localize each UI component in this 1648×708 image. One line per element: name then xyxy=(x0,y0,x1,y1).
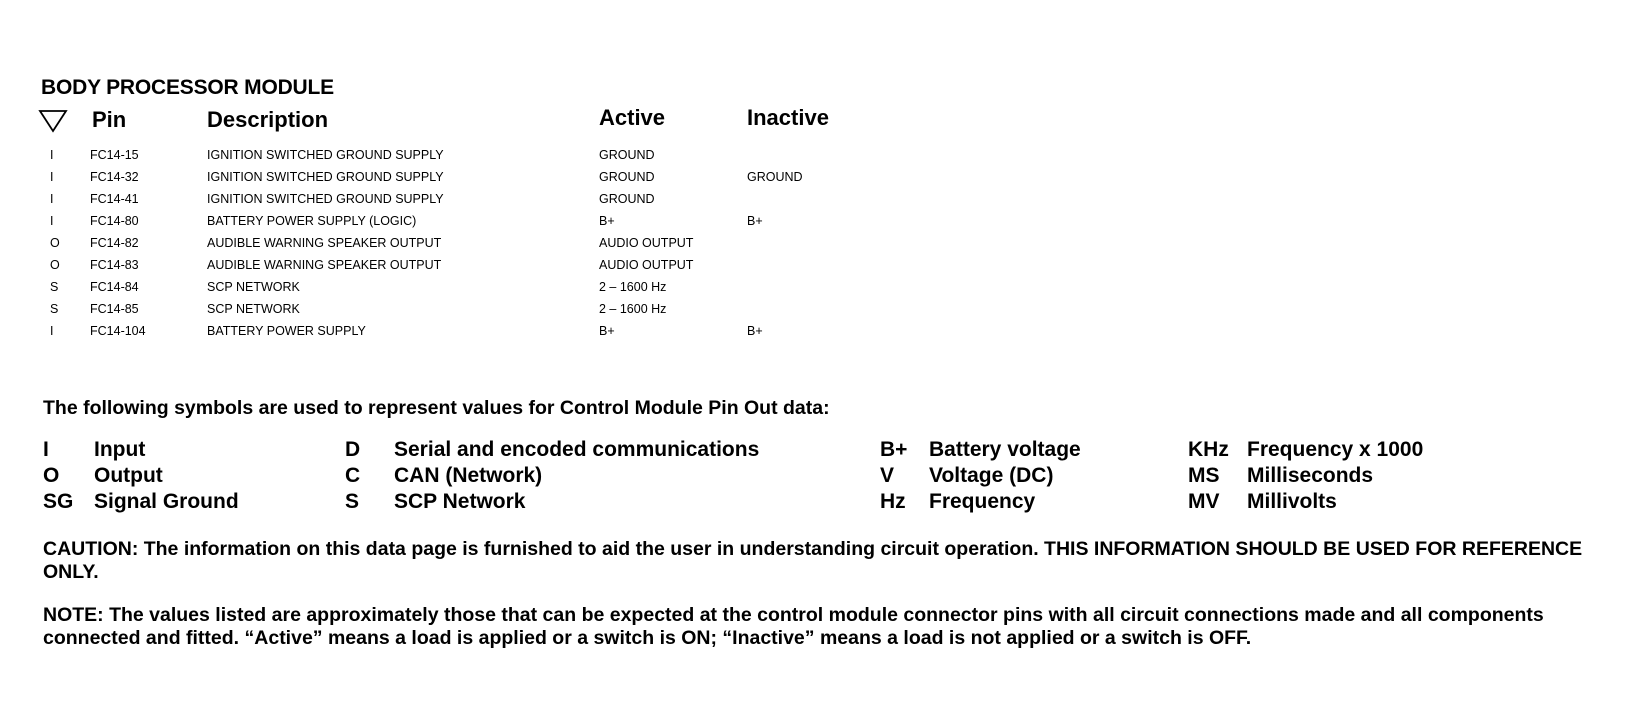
symbol-meaning: CAN (Network) xyxy=(394,464,543,487)
pin-type: O xyxy=(50,236,60,250)
triangle-down-icon xyxy=(38,109,68,133)
pin-description: BATTERY POWER SUPPLY (LOGIC) xyxy=(207,214,417,228)
symbol-meaning: Serial and encoded communications xyxy=(394,438,760,461)
header-inactive: Inactive xyxy=(747,105,829,130)
symbols-intro: The following symbols are used to represent values for Control Module Pin Out data: xyxy=(43,397,830,419)
pin-description: IGNITION SWITCHED GROUND SUPPLY xyxy=(207,148,444,162)
pin-type: I xyxy=(50,192,54,206)
symbol-code: MV xyxy=(1188,490,1220,513)
pin-type: I xyxy=(50,214,54,228)
pin-active-value: 2 – 1600 Hz xyxy=(599,280,667,294)
pin-description: SCP NETWORK xyxy=(207,280,300,294)
pin-description: BATTERY POWER SUPPLY xyxy=(207,324,366,338)
pin-description: SCP NETWORK xyxy=(207,302,300,316)
symbol-meaning: Battery voltage xyxy=(929,438,1081,461)
pin-active-value: B+ xyxy=(599,324,615,338)
header-active: Active xyxy=(599,105,666,130)
symbol-code: V xyxy=(880,464,895,487)
symbol-meaning: Milliseconds xyxy=(1247,464,1374,487)
symbol-code: Hz xyxy=(880,490,906,513)
pin-type: O xyxy=(50,258,60,272)
pin-active-value: GROUND xyxy=(599,192,655,206)
symbol-code: B+ xyxy=(880,438,908,461)
symbol-meaning: Millivolts xyxy=(1247,490,1337,513)
pin-active-value: AUDIO OUTPUT xyxy=(599,258,694,272)
pin-type: S xyxy=(50,280,59,294)
header-pin: Pin xyxy=(92,107,127,132)
pin-inactive-value: GROUND xyxy=(747,170,803,184)
symbol-code: D xyxy=(345,438,361,461)
pin-active-value: GROUND xyxy=(599,148,655,162)
pin-description: AUDIBLE WARNING SPEAKER OUTPUT xyxy=(207,236,442,250)
pin-number: FC14-84 xyxy=(90,280,139,294)
pin-active-value: B+ xyxy=(599,214,615,228)
symbol-meaning: Signal Ground xyxy=(94,490,239,513)
pin-number: FC14-104 xyxy=(90,324,146,338)
pin-type: I xyxy=(50,324,54,338)
pin-description: IGNITION SWITCHED GROUND SUPPLY xyxy=(207,170,444,184)
symbol-code: KHz xyxy=(1188,438,1229,461)
symbol-code: C xyxy=(345,464,361,487)
pin-number: FC14-85 xyxy=(90,302,139,316)
symbol-code: MS xyxy=(1188,464,1220,487)
pin-number: FC14-83 xyxy=(90,258,139,272)
pin-number: FC14-15 xyxy=(90,148,139,162)
symbol-meaning: Frequency xyxy=(929,490,1036,513)
pin-inactive-value: B+ xyxy=(747,214,763,228)
pin-number: FC14-41 xyxy=(90,192,139,206)
pin-number: FC14-80 xyxy=(90,214,139,228)
symbol-code: SG xyxy=(43,490,74,513)
module-title: BODY PROCESSOR MODULE xyxy=(41,76,334,99)
pin-type: S xyxy=(50,302,59,316)
symbol-meaning: SCP Network xyxy=(394,490,526,513)
pin-type: I xyxy=(50,148,54,162)
symbol-meaning: Input xyxy=(94,438,146,461)
pin-number: FC14-82 xyxy=(90,236,139,250)
pin-active-value: AUDIO OUTPUT xyxy=(599,236,694,250)
symbol-code: S xyxy=(345,490,360,513)
symbol-code: O xyxy=(43,464,60,487)
symbol-code: I xyxy=(43,438,49,461)
pin-description: AUDIBLE WARNING SPEAKER OUTPUT xyxy=(207,258,442,272)
caution-text: CAUTION: The information on this data page is furnished to aid the user in understanding circuit operation. THIS INFORMATION SHOULD BE USED FOR REFERENCE ONLY. xyxy=(43,538,1583,583)
pin-active-value: GROUND xyxy=(599,170,655,184)
pin-number: FC14-32 xyxy=(90,170,139,184)
symbol-meaning: Voltage (DC) xyxy=(929,464,1054,487)
pin-inactive-value: B+ xyxy=(747,324,763,338)
pin-description: IGNITION SWITCHED GROUND SUPPLY xyxy=(207,192,444,206)
symbol-meaning: Output xyxy=(94,464,163,487)
symbol-meaning: Frequency x 1000 xyxy=(1247,438,1424,461)
pin-active-value: 2 – 1600 Hz xyxy=(599,302,667,316)
pin-type: I xyxy=(50,170,54,184)
header-description: Description xyxy=(207,107,329,132)
note-text: NOTE: The values listed are approximately those that can be expected at the control module connector pins with all circuit connections made and all components connected and fitted. “Active” means a load is applied or a switch is ON; “Inactive” means a load is not applied or a switch is OFF. xyxy=(43,604,1544,649)
